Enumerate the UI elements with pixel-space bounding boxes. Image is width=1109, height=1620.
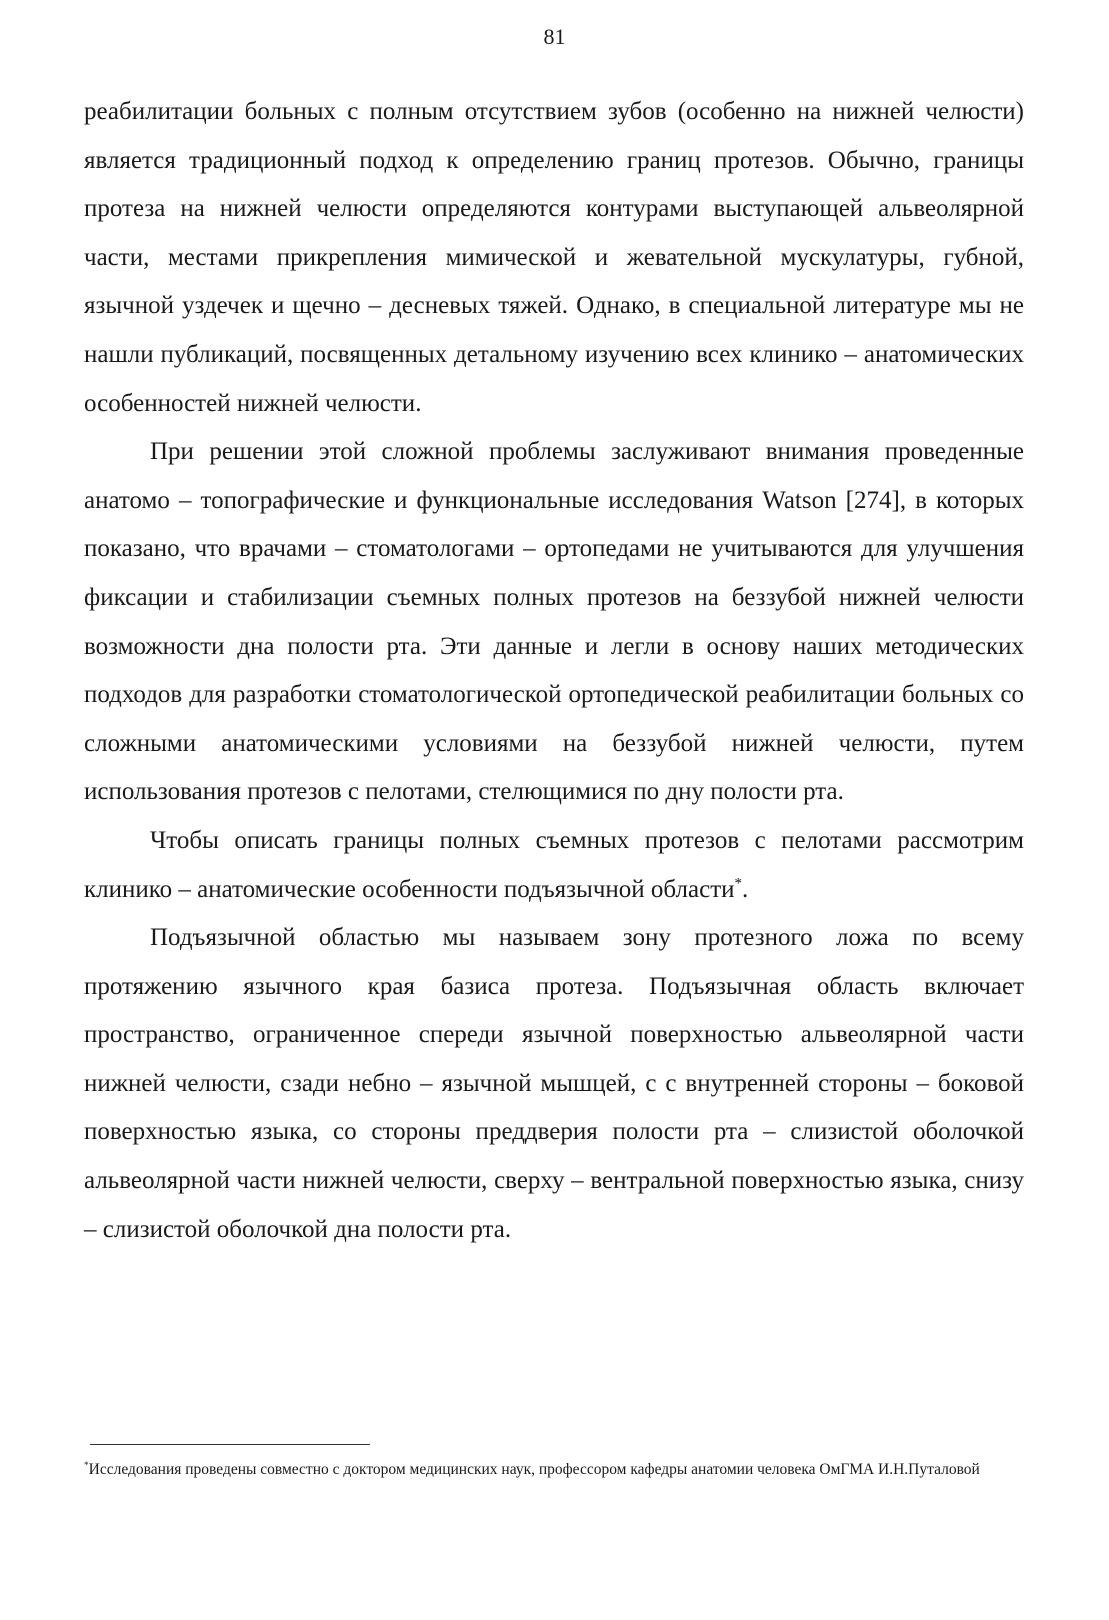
footnote-reference-marker: *	[734, 875, 743, 892]
paragraph-3-period: .	[742, 875, 749, 903]
footnote-text: Исследования проведены совместно с доктором медицинских наук, профессором кафедры анатомии человека ОмГМА И.Н.Путаловой	[88, 1461, 980, 1478]
paragraph-1: реабилитации больных с полным отсутствием зубов (особенно на нижней челюсти) является традиционный подход к определению границ протезов. Обычно, границы протеза на нижней челюсти определяются контурами выступающей альвеолярной части, местами прикрепления мимической и жевательной мускулатуры, губной, язычной уздечек и щечно – десневых тяжей. Однако, в специальной литературе мы не нашли публикаций, посвященных детальному изучению всех клинико – анатомических особенностей нижней челюсти.	[84, 98, 1024, 417]
paragraph-2: При решении этой сложной проблемы заслуживают внимания проведенные анатомо – топографические и функциональные исследования Watson [274], в которых показано, что врачами – стоматологами – ортопедами не учитываются для улучшения фиксации и стабилизации съемных полных протезов на беззубой нижней челюсти возможности дна полости рта. Эти данные и легли в основу наших методических подходов для разработки стоматологической ортопедической реабилитации больных со сложными анатомическими условиями на беззубой нижней челюсти, путем использования протезов с пелотами, стелющимися по дну полости рта.	[84, 438, 1024, 806]
footnote	[84, 1458, 984, 1482]
body-text	[84, 88, 1024, 1254]
footnote-divider	[90, 1444, 370, 1445]
footnote-marker: *	[84, 1460, 89, 1471]
page-number: 81	[543, 24, 566, 49]
paragraph-3	[84, 817, 1024, 914]
paragraph-4: Подъязычной областью мы называем зону протезного ложа по всему протяжению язычного края базиса протеза. Подъязычная область включает пространство, ограниченное спереди язычной поверхностью альвеолярной части нижней челюсти, сзади небно – язычной мышцей, с с внутренней стороны – боковой поверхностью языка, со стороны преддверия полости рта – слизистой оболочкой альвеолярной части нижней челюсти, сверху – вентральной поверхностью языка, снизу – слизистой оболочкой дна полости рта.	[84, 924, 1024, 1243]
paragraph-3-text: Чтобы описать границы полных съемных протезов с пелотами рассмотрим клинико – анатомические особенности подъязычной области	[84, 826, 1024, 903]
